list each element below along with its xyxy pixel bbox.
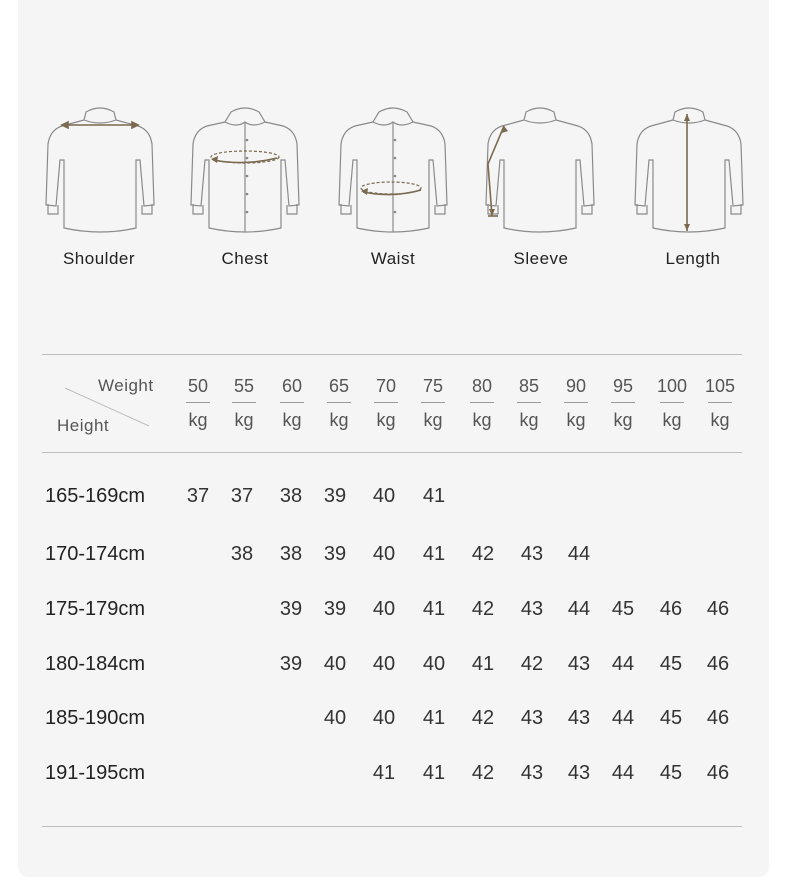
- weight-column-header: [553, 374, 599, 431]
- size-cell: 46: [706, 707, 730, 729]
- weight-value: 100: [656, 376, 688, 396]
- weight-unit: kg: [282, 410, 302, 430]
- size-cell: 39: [279, 598, 303, 620]
- measurement-label-length: Length: [665, 249, 721, 268]
- size-cell: 41: [372, 762, 396, 784]
- weight-unit: kg: [376, 410, 396, 430]
- size-cell: 41: [422, 485, 446, 507]
- size-cell: 38: [279, 485, 303, 507]
- size-cell: 45: [611, 598, 635, 620]
- size-cell: 41: [422, 598, 446, 620]
- weight-unit: kg: [710, 410, 730, 430]
- table-top-rule: [42, 354, 742, 355]
- weight-column-header: [175, 374, 221, 431]
- size-cell: 44: [611, 653, 635, 675]
- weight-value: 60: [281, 376, 303, 396]
- size-cell: 46: [706, 598, 730, 620]
- size-cell: 40: [372, 598, 396, 620]
- size-cell: 40: [372, 707, 396, 729]
- weight-value: 90: [565, 376, 587, 396]
- fraction-bar: [280, 402, 304, 403]
- fraction-bar: [374, 402, 398, 403]
- weight-unit: kg: [662, 410, 682, 430]
- fraction-bar: [564, 402, 588, 403]
- fraction-bar: [232, 402, 256, 403]
- weight-value: 75: [422, 376, 444, 396]
- weight-unit: kg: [329, 410, 349, 430]
- size-cell: 39: [323, 543, 347, 565]
- weight-column-header: [697, 374, 743, 431]
- weight-value: 80: [471, 376, 493, 396]
- measurement-label-waist: Waist: [370, 249, 416, 268]
- size-cell: 44: [611, 707, 635, 729]
- size-cell: 43: [567, 707, 591, 729]
- size-cell: 42: [471, 762, 495, 784]
- weight-value: 95: [612, 376, 634, 396]
- size-cell: 45: [659, 707, 683, 729]
- weight-value: 50: [187, 376, 209, 396]
- size-cell: 43: [567, 762, 591, 784]
- size-cell: 40: [372, 653, 396, 675]
- weight-value: 55: [233, 376, 255, 396]
- height-range-label: 191-195cm: [45, 762, 146, 784]
- measurement-illustrations: [0, 100, 790, 240]
- weight-column-header: [269, 374, 315, 431]
- size-cell: 42: [471, 598, 495, 620]
- shirt-length-icon: [629, 100, 749, 240]
- weight-column-header: [316, 374, 362, 431]
- size-cell: 44: [567, 543, 591, 565]
- size-cell: 39: [323, 598, 347, 620]
- weight-column-header: [410, 374, 456, 431]
- weight-unit: kg: [566, 410, 586, 430]
- size-cell: 44: [611, 762, 635, 784]
- size-cell: 45: [659, 762, 683, 784]
- weight-column-header: [600, 374, 646, 431]
- measurement-label-chest: Chest: [221, 249, 269, 268]
- size-cell: 46: [706, 653, 730, 675]
- size-cell: 46: [706, 762, 730, 784]
- size-cell: 43: [520, 598, 544, 620]
- measurement-label-shoulder: Shoulder: [62, 249, 136, 268]
- weight-value: 85: [518, 376, 540, 396]
- size-cell: 38: [230, 543, 254, 565]
- measurement-label-sleeve: Sleeve: [513, 249, 569, 268]
- size-cell: 41: [471, 653, 495, 675]
- shirt-sleeve-icon: [480, 100, 600, 240]
- size-cell: 44: [567, 598, 591, 620]
- size-cell: 40: [323, 707, 347, 729]
- weight-column-header: [649, 374, 695, 431]
- height-range-label: 185-190cm: [45, 707, 146, 729]
- weight-unit: kg: [472, 410, 492, 430]
- header-bottom-rule: [42, 452, 742, 453]
- fraction-bar: [327, 402, 351, 403]
- size-cell: 37: [186, 485, 210, 507]
- size-cell: 40: [422, 653, 446, 675]
- size-cell: 40: [372, 543, 396, 565]
- fraction-bar: [517, 402, 541, 403]
- height-range-label: 175-179cm: [45, 598, 146, 620]
- height-range-label: 165-169cm: [45, 485, 146, 507]
- height-range-label: 170-174cm: [45, 543, 146, 565]
- weight-value: 65: [328, 376, 350, 396]
- weight-column-header: [363, 374, 409, 431]
- size-cell: 38: [279, 543, 303, 565]
- size-cell: 42: [520, 653, 544, 675]
- shirt-shoulder-icon: [40, 100, 160, 240]
- shirt-chest-icon: [185, 100, 305, 240]
- size-cell: 39: [323, 485, 347, 507]
- weight-unit: kg: [423, 410, 443, 430]
- fraction-bar: [611, 402, 635, 403]
- fraction-bar: [708, 402, 732, 403]
- size-cell: 41: [422, 762, 446, 784]
- fraction-bar: [186, 402, 210, 403]
- weight-column-header: [459, 374, 505, 431]
- weight-column-header: [221, 374, 267, 431]
- size-cell: 46: [659, 598, 683, 620]
- weight-unit: kg: [519, 410, 539, 430]
- weight-unit: kg: [188, 410, 208, 430]
- table-bottom-rule: [42, 826, 742, 827]
- size-cell: 37: [230, 485, 254, 507]
- weight-value: 70: [375, 376, 397, 396]
- weight-unit: kg: [613, 410, 633, 430]
- size-cell: 41: [422, 543, 446, 565]
- shirt-waist-icon: [333, 100, 453, 240]
- weight-column-header: [506, 374, 552, 431]
- size-cell: 39: [279, 653, 303, 675]
- height-header: Height: [57, 416, 110, 435]
- size-cell: 41: [422, 707, 446, 729]
- size-cell: 43: [520, 707, 544, 729]
- fraction-bar: [470, 402, 494, 403]
- fraction-bar: [421, 402, 445, 403]
- size-cell: 43: [520, 543, 544, 565]
- height-range-label: 180-184cm: [45, 653, 146, 675]
- size-cell: 43: [567, 653, 591, 675]
- size-cell: 43: [520, 762, 544, 784]
- weight-value: 105: [704, 376, 736, 396]
- size-cell: 42: [471, 543, 495, 565]
- weight-unit: kg: [234, 410, 254, 430]
- size-cell: 45: [659, 653, 683, 675]
- size-cell: 40: [323, 653, 347, 675]
- size-cell: 42: [471, 707, 495, 729]
- fraction-bar: [660, 402, 684, 403]
- weight-header: Weight: [98, 376, 154, 395]
- size-cell: 40: [372, 485, 396, 507]
